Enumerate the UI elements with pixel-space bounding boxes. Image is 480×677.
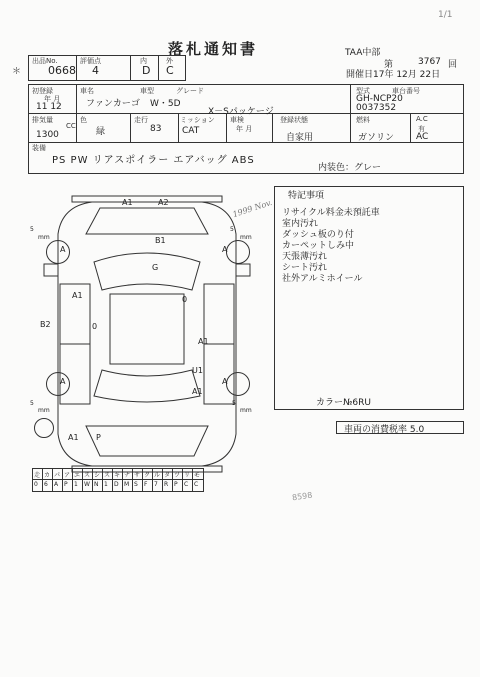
mission-header: ミッション [180, 116, 215, 124]
damage-marker: U1 [192, 366, 203, 375]
damage-marker: A1 [72, 291, 83, 300]
table-header-cell: サ [134, 472, 141, 479]
car-name: ファンカーゴ [86, 99, 140, 109]
held-date: 開催日17年 12月 22日 [346, 70, 441, 80]
mm-unit: mm [240, 407, 252, 414]
table-value-cell: 1 [74, 481, 78, 488]
table-header-cell: ツ [174, 472, 181, 479]
damage-marker: A [222, 245, 228, 254]
grade-value: X－Sパッケージ [208, 107, 274, 117]
mm-unit: mm [240, 234, 252, 241]
bottom-scribble: 8598 [291, 490, 313, 503]
score-header: 評価点 [80, 57, 101, 65]
table-divider [72, 468, 73, 491]
damage-marker: A2 [158, 198, 169, 207]
mm-unit: mm [38, 234, 50, 241]
first-reg-era: 年 月 [44, 95, 61, 103]
table-divider [82, 468, 83, 491]
damage-marker: 0 [182, 295, 188, 304]
mileage-value: 83 [150, 124, 162, 134]
color-value: 緑 [96, 127, 106, 137]
table-header-cell: タ [164, 472, 171, 479]
car-name-header: 車名 [80, 87, 94, 95]
table-header-cell: ク [144, 472, 151, 479]
notes-title: 特記事項 [288, 191, 325, 201]
exterior-grade: C [166, 64, 174, 77]
note-item: 社外アルミホイール [282, 274, 363, 284]
rear-left-tire-icon [46, 372, 70, 396]
table-value-cell: S [134, 481, 138, 488]
table-header-cell: ル [154, 472, 161, 479]
venue: TAA中部 [345, 48, 381, 58]
equipment-value: PS PW リアスポイラー エアバッグ ABS [52, 155, 255, 166]
table-divider [112, 468, 113, 491]
tire-depth: 5 [30, 226, 34, 233]
model-value: GH-NCP20 [356, 94, 403, 104]
table-header-cell: キ [114, 472, 121, 479]
table-value-cell: 0 [34, 481, 38, 488]
model-header: 型式 [356, 87, 370, 95]
damage-marker: P [96, 433, 101, 442]
mileage-header: 走行 [134, 116, 148, 124]
damage-marker: B2 [40, 320, 51, 329]
damage-marker: A [222, 377, 228, 386]
table-header-cell: リ [184, 472, 191, 479]
table-header-cell: ナ [124, 472, 131, 479]
spare-tire-icon [34, 418, 54, 438]
table-divider [132, 468, 133, 491]
interior-color: 内装色：グレー [318, 163, 382, 173]
registration-value: 自家用 [286, 133, 314, 143]
table-value-cell: A [54, 481, 59, 488]
table-divider [182, 468, 183, 491]
displacement-value: 1300 [36, 130, 59, 140]
lot-suffix: 回 [448, 60, 458, 70]
grade-header: グレード [176, 87, 204, 95]
table-divider [142, 468, 143, 491]
table-divider [62, 468, 63, 491]
table-value-cell: N [94, 481, 99, 488]
tire-depth: 5 [30, 400, 34, 407]
table-header-cell: ス [104, 472, 111, 479]
note-item: カーペットしみ中 [282, 241, 355, 251]
damage-marker: A1 [192, 387, 203, 396]
note-item: ダッシュ板のり付 [282, 230, 354, 240]
table-header-cell: ス [84, 472, 91, 479]
interior-grade: D [142, 64, 151, 77]
front-left-tire-icon [46, 240, 70, 264]
damage-marker: 0 [92, 322, 98, 331]
note-item: 室内汚れ [282, 219, 319, 229]
page-number: 1/1 [438, 10, 453, 20]
displacement-header: 排気量 [32, 116, 53, 124]
damage-marker: A1 [198, 337, 209, 346]
car-type: W・5D [150, 99, 181, 109]
tire-depth: 5 [232, 400, 236, 407]
table-value-cell: P [174, 481, 178, 488]
chassis-header: 車台番号 [392, 87, 420, 95]
table-header-cell: パ [54, 472, 61, 479]
table-divider [92, 468, 93, 491]
table-header-cell: モ [194, 472, 201, 479]
first-reg-header: 初登録 [32, 87, 53, 95]
table-value-cell: 7 [154, 481, 158, 488]
equipment-header: 装備 [32, 144, 46, 152]
damage-marker: A1 [122, 198, 133, 207]
bullet-icon: ＊ [12, 67, 22, 77]
lot-no-label: 第 [384, 60, 394, 70]
table-divider [42, 468, 43, 491]
tire-depth: 5 [230, 226, 234, 233]
table-value-cell: W [84, 481, 90, 488]
table-header-cell: シ [94, 472, 101, 479]
table-divider [192, 468, 193, 491]
car-outline [22, 194, 272, 474]
table-divider [152, 468, 153, 491]
table-value-cell: 1 [104, 481, 108, 488]
note-item: リサイクル料金未預託車 [282, 208, 380, 218]
inspection-header: 車検 [230, 116, 244, 124]
car-diagram [22, 194, 272, 474]
table-divider [162, 468, 163, 491]
registration-header: 登録状態 [280, 116, 308, 124]
damage-marker: G [152, 263, 159, 272]
note-item: シート汚れ [282, 263, 328, 273]
table-divider [52, 468, 53, 491]
table-divider [172, 468, 173, 491]
ac-flag: 有 [418, 125, 425, 133]
interior-header: 内 [140, 57, 147, 65]
table-value-cell: C [194, 481, 199, 488]
ac-value: AC [416, 132, 429, 142]
mission-value: CAT [182, 126, 200, 136]
lot-no-header: 出品No. [32, 57, 58, 65]
mm-unit: mm [38, 407, 50, 414]
fuel-value: ガソリン [358, 133, 395, 143]
inspection-value: 年 月 [236, 125, 253, 133]
fuel-header: 燃料 [356, 116, 370, 124]
lot-number: 0668 [48, 64, 76, 77]
cc-unit: CC [66, 122, 76, 130]
document-title: 落札通知書 [168, 40, 259, 58]
handwritten-note: 1999 Nov. [231, 197, 274, 220]
rear-right-tire-icon [226, 372, 250, 396]
ac-header: A.C [416, 115, 428, 123]
lot-no: 3767 [418, 57, 441, 67]
table-value-cell: P [64, 481, 68, 488]
table-value-cell: D [114, 481, 119, 488]
car-type-header: 車型 [140, 87, 154, 95]
front-right-tire-icon [226, 240, 250, 264]
first-reg-value: 11 12 [36, 102, 62, 112]
note-item: 天張薄汚れ [282, 252, 328, 262]
table-value-cell: F [144, 481, 148, 488]
score: 4 [92, 64, 99, 77]
table-divider [102, 468, 103, 491]
table-value-cell: C [184, 481, 189, 488]
table-value-cell: 6 [44, 481, 48, 488]
chassis-value: 0037352 [356, 103, 397, 113]
table-header-cell: エ [74, 472, 81, 479]
damage-marker: A [60, 377, 66, 386]
table-divider [122, 468, 123, 491]
color-header: 色 [80, 116, 87, 124]
color-code: カラー№6RU [316, 398, 371, 408]
damage-marker: A [60, 245, 66, 254]
damage-marker: A1 [68, 433, 79, 442]
tax-note: 車両の消費税率 5.0 [344, 425, 425, 435]
exterior-header: 外 [166, 57, 173, 65]
table-value-cell: R [164, 481, 169, 488]
table-value-cell: M [124, 481, 130, 488]
table-header-cell: ア [64, 472, 71, 479]
table-header-cell: 走 [34, 472, 41, 479]
table-header-cell: カ [44, 472, 51, 479]
damage-marker: B1 [155, 236, 166, 245]
